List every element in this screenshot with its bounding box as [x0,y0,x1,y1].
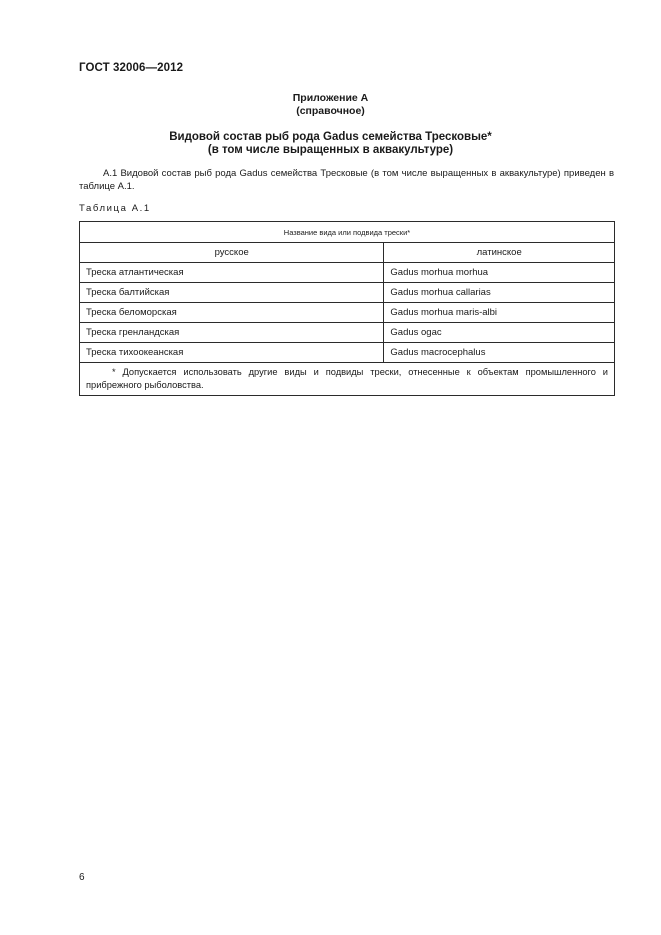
species-table [79,221,615,396]
annex-heading [0,92,661,118]
column-header-russian: русское [80,243,384,263]
cell-russian-name: Треска беломорская [80,303,384,323]
cell-latin-name: Gadus morhua callarias [384,283,615,303]
cell-latin-name: Gadus morhua maris-albi [384,303,615,323]
table-header-row [80,222,615,243]
annex-label: Приложение А [292,92,369,104]
table-row [80,303,615,323]
table-label: Таблица А.1 [79,203,151,214]
cell-latin-name: Gadus morhua morhua [384,263,615,283]
cell-latin-name: Gadus ogac [384,323,615,343]
paragraph-a1: А.1 Видовой состав рыб рода Gadus семейства Тресковые (в том числе выращенных в аквакультуре) приведен в таблице А.1. [79,168,614,192]
table-footnote-row [80,363,615,396]
table-row [80,343,615,363]
cell-russian-name: Треска гренландская [80,323,384,343]
cell-russian-name: Треска тихоокеанская [80,343,384,363]
table-header-main: Название вида или подвида трески* [80,222,615,243]
table-subheader-row [80,243,615,263]
annex-title-line1: Видовой состав рыб рода Gadus семейства Тресковые* [169,131,492,143]
table-row [80,263,615,283]
cell-latin-name: Gadus macrocephalus [384,343,615,363]
annex-title-line2: (в том числе выращенных в аквакультуре) [207,144,454,156]
cell-russian-name: Треска атлантическая [80,263,384,283]
cell-russian-name: Треска балтийская [80,283,384,303]
table-footnote: * Допускается использовать другие виды и подвиды трески, отнесенные к объектам промышленного и прибрежного рыболовства. [80,363,615,396]
column-header-latin: латинское [384,243,615,263]
document-code: ГОСТ 32006—2012 [79,62,184,74]
annex-title [0,131,661,157]
table-row [80,283,615,303]
annex-type: (справочное) [296,105,365,117]
table-row [80,323,615,343]
page-number: 6 [79,872,85,883]
